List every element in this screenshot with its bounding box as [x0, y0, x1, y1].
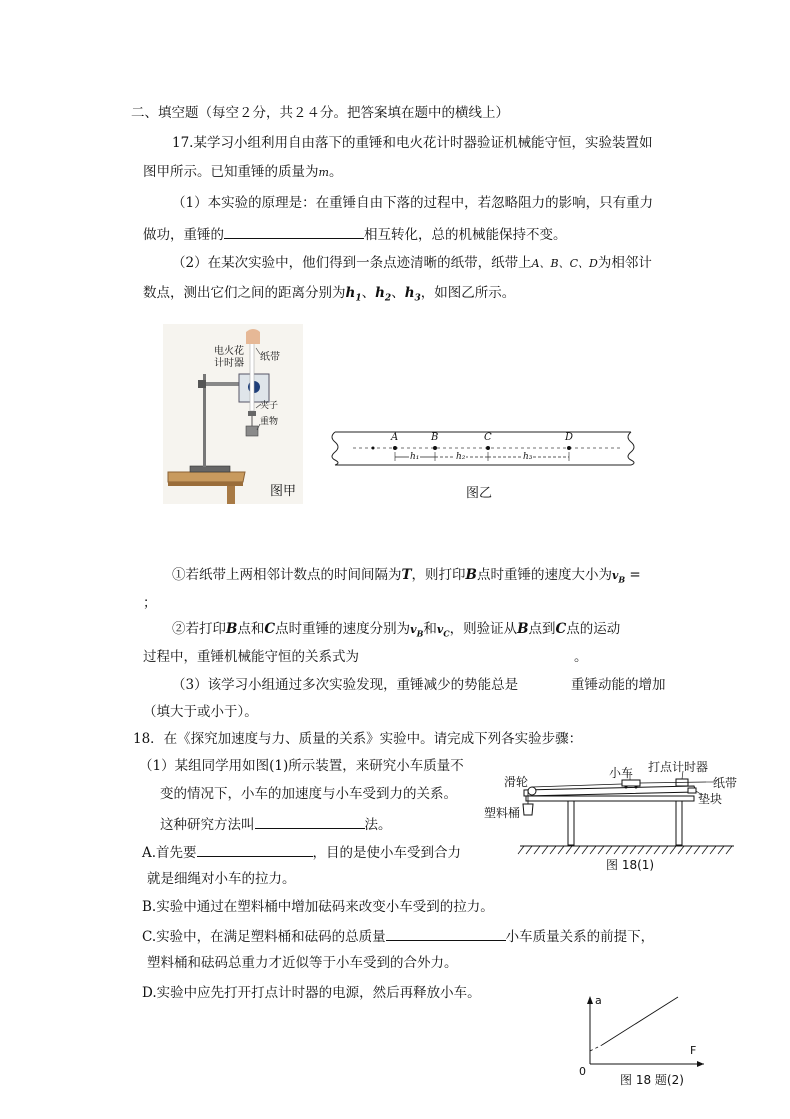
- q18-intro: 18．在《探究加速度与力、质量的关系》实验中。请完成下列各实验步骤：: [133, 731, 583, 747]
- q18-step-c-line2: 塑料桶和砝码总重力才近似等于小车受到的合外力。: [147, 955, 458, 971]
- q17-intro-line2: 图甲所示。已知重锤的质量为m。: [143, 164, 343, 180]
- segment-h3: h₃: [523, 452, 533, 462]
- point-a: A: [391, 432, 399, 443]
- q17-sub1-line1: ①若纸带上两相邻计数点的时间间隔为T，则打印B点时重锤的速度大小为$v_B$ =: [172, 567, 641, 585]
- answer-blank-method[interactable]: [255, 814, 365, 829]
- caption-18-1: 图 18(1): [606, 858, 655, 872]
- q17-part2-line2: 数点，测出它们之间的距离分别为$h_1$、$h_2$、$h_3$，如图乙所示。: [143, 285, 516, 304]
- label-car: 小车: [609, 766, 634, 780]
- label-dot-timer: 打点计时器: [648, 760, 709, 774]
- axis-f-label: F: [690, 1044, 697, 1057]
- q18-step-d: D.实验中应先打开打点计时器的电源，然后再释放小车。: [142, 985, 481, 1001]
- label-tape: 纸带: [260, 352, 280, 363]
- point-b: B: [431, 432, 439, 443]
- label-clip: 夹子: [260, 401, 279, 411]
- q18-part1-line2: 变的情况下，小车的加速度与小车受到力的关系。: [160, 786, 457, 802]
- q18-step-a-line2: 就是细绳对小车的拉力。: [147, 871, 296, 887]
- q18-step-a-line1: A.首先要 ，目的是使小车受到合力: [142, 842, 461, 862]
- origin-label: 0: [579, 1065, 586, 1078]
- q17-part1-line1: （1）本实验的原理是：在重锤自由下落的过程中，若忽略阻力的影响，只有重力: [172, 195, 654, 211]
- figure-yi: [323, 428, 643, 470]
- segment-h2: h₂: [456, 452, 466, 462]
- q17-part3-line1b: 重锤动能的增加: [571, 677, 666, 693]
- label-pulley: 滑轮: [504, 775, 529, 789]
- q17-part2-line1: （2）在某次实验中，他们得到一条点迹清晰的纸带，纸带上A、B、C、D为相邻计: [172, 255, 652, 271]
- q17-sub2-line2: 过程中，重锤机械能守恒的关系式为: [143, 649, 359, 665]
- label-bucket: 塑料桶: [484, 806, 521, 820]
- q18-part1-line1: （1）某组同学用如图(1)所示装置，来研究小车质量不: [139, 758, 464, 774]
- label-block: 垫块: [698, 792, 723, 806]
- figure-jia: [163, 324, 303, 504]
- label-weight: 重物: [260, 417, 279, 427]
- answer-blank-energy[interactable]: [224, 224, 364, 239]
- point-d: D: [565, 432, 574, 443]
- q18-part1-line3: 这种研究方法叫 法。: [160, 814, 392, 834]
- q17-sub2-line1: ②若打印B点和C点时重锤的速度分别为$v_B$和$v_C$，则验证从B点到C点的运动: [172, 621, 621, 639]
- q17-sub2-period: 。: [574, 649, 588, 665]
- axis-a-label: a: [595, 994, 602, 1007]
- section-header: 二、填空题（每空２分，共２４分。把答案填在题中的横线上）: [131, 105, 509, 121]
- label-timer: 计时器: [214, 358, 244, 369]
- figure-18-2: [576, 994, 706, 1076]
- q17-intro-line1: 17.某学习小组利用自由落下的重锤和电火花计时器验证机械能守恒，实验装置如: [172, 135, 653, 151]
- answer-blank-first-step[interactable]: [197, 842, 313, 857]
- q17-sub1-semicolon: ；: [143, 595, 157, 611]
- caption-18-2: 图 18 题(2): [620, 1073, 684, 1087]
- q17-part3-line1a: （3）该学习小组通过多次实验发现，重锤减少的势能总是: [172, 677, 519, 693]
- label-paper-tape: 纸带: [713, 776, 738, 790]
- q17-part1-line2: 做功，重锤的 相互转化，总的机械能保持不变。: [143, 224, 567, 244]
- q18-step-b: B.实验中通过在塑料桶中增加砝码来改变小车受到的拉力。: [142, 899, 494, 915]
- label-spark: 电火花: [214, 346, 244, 357]
- answer-blank-mass-relation[interactable]: [386, 926, 506, 941]
- q17-part3-line2: （填大于或小于）。: [143, 704, 258, 720]
- caption-jia: 图甲: [270, 484, 297, 499]
- segment-h1: h₁: [410, 452, 420, 462]
- point-c: C: [484, 432, 492, 443]
- q18-step-c-line1: C.实验中，在满足塑料桶和砝码的总质量 小车质量关系的前提下，: [142, 926, 654, 946]
- caption-yi: 图乙: [466, 486, 493, 501]
